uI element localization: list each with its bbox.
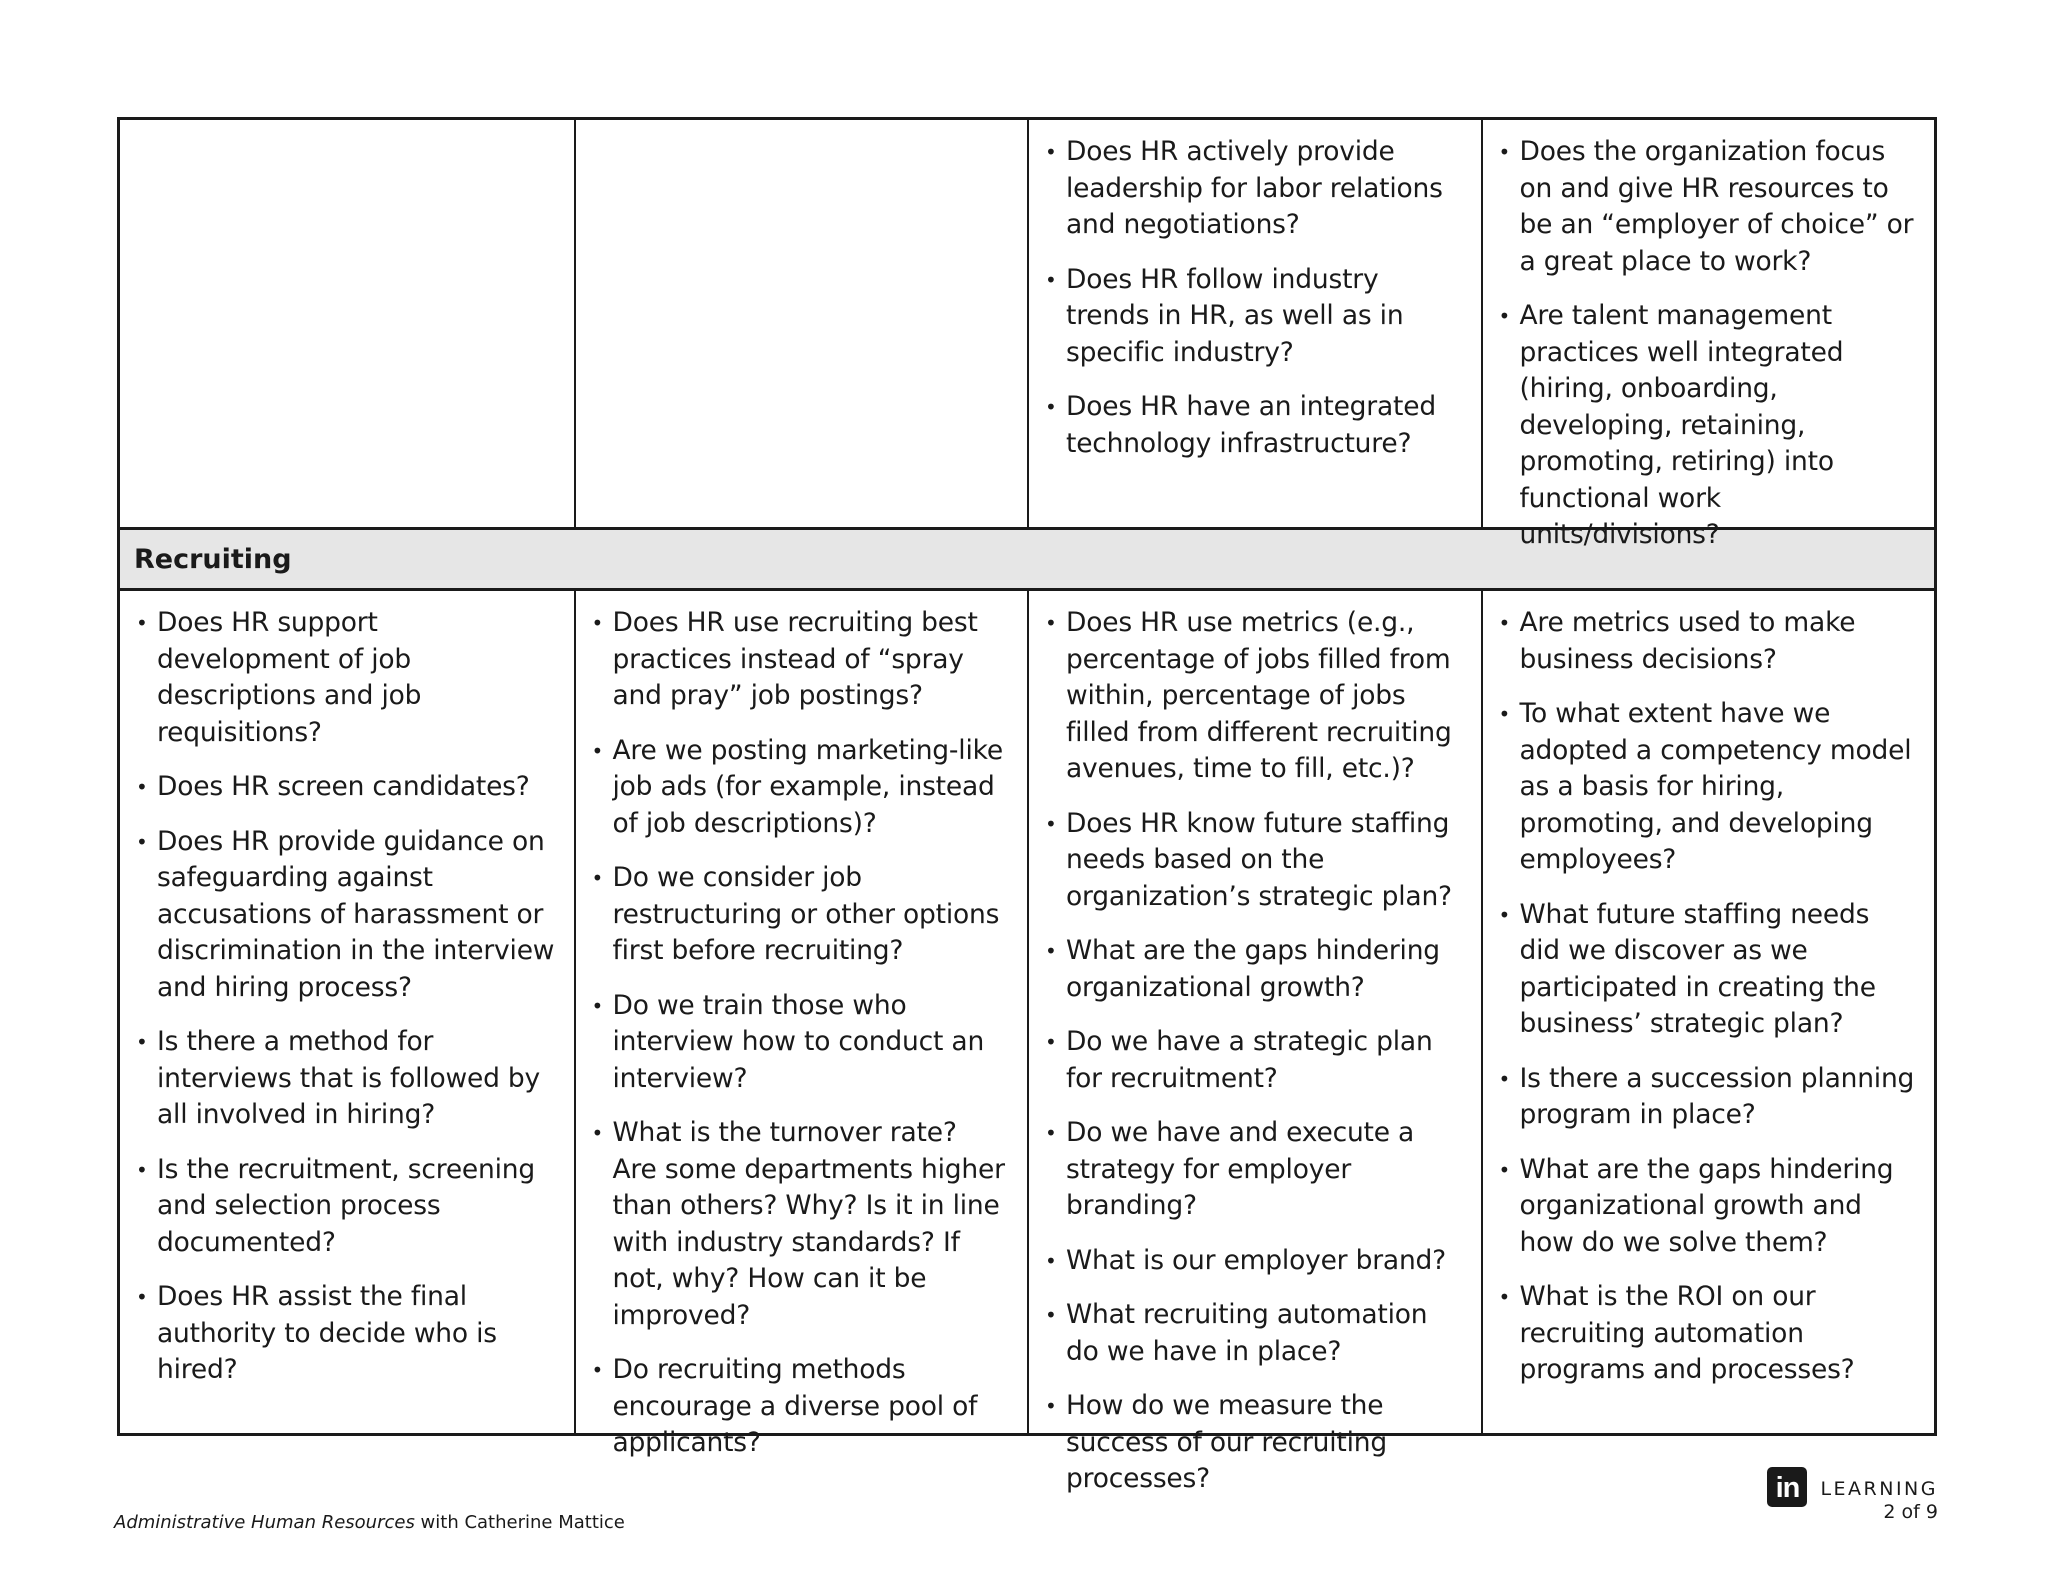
section-title: Recruiting: [134, 543, 292, 575]
table-row-top: [120, 120, 1934, 550]
question-item: • What are the gaps hindering organizational growth?: [1043, 933, 1463, 1006]
question-item: • What is our employer brand?: [1043, 1243, 1463, 1280]
question-item: • Do we have and execute a strategy for employer branding?: [1043, 1115, 1463, 1225]
question-item: • Does HR assist the final authority to decide who is hired?: [134, 1279, 556, 1389]
instructor-credit: with Catherine Mattice: [414, 1512, 625, 1533]
question-item: • What recruiting automation do we have in place?: [1043, 1297, 1463, 1370]
question-item: • Does HR actively provide leadership for labor relations and negotiations?: [1043, 134, 1463, 244]
question-item: • What is the ROI on our recruiting automation programs and processes?: [1497, 1279, 1917, 1389]
top-cell-1: [120, 120, 574, 527]
footer-credit: [114, 1512, 625, 1533]
linkedin-logo-icon: in: [1767, 1467, 1807, 1507]
question-item: • How do we measure the success of our recruiting processes?: [1043, 1388, 1463, 1498]
recruiting-cell-1: [120, 591, 574, 1433]
question-item: • Does HR know future staffing needs based on the organization’s strategic plan?: [1043, 806, 1463, 916]
question-item: • Do we train those who interview how to conduct an interview?: [590, 988, 1010, 1098]
recruiting-cell-2: [574, 591, 1028, 1458]
question-item: • Are metrics used to make business decisions?: [1497, 605, 1917, 678]
question-item: • Is there a succession planning program in place?: [1497, 1061, 1917, 1134]
question-item: • Are talent management practices well integrated (hiring, onboarding, developing, retaining, promoting, retiring) into functional work units/divisions?: [1497, 298, 1917, 554]
question-item: • Does HR support development of job descriptions and job requisitions?: [134, 605, 556, 751]
question-item: • What are the gaps hindering organizational growth and how do we solve them?: [1497, 1152, 1917, 1262]
question-item: • Does HR provide guidance on safeguarding against accusations of harassment or discrimination in the interview and hiring process?: [134, 824, 556, 1007]
question-item: • Do we consider job restructuring or other options first before recruiting?: [590, 860, 1010, 970]
linkedin-learning-brand: [1767, 1467, 1938, 1524]
question-item: • Does HR use metrics (e.g., percentage of jobs filled from within, percentage of jobs filled from different recruiting avenues, time to fill, etc.)?: [1043, 605, 1463, 788]
question-item: • Does HR have an integrated technology infrastructure?: [1043, 389, 1463, 462]
question-item: • Does HR screen candidates?: [134, 769, 556, 806]
recruiting-cell-4: [1481, 591, 1935, 1433]
question-item: • Are we posting marketing-like job ads (for example, instead of job descriptions)?: [590, 733, 1010, 843]
brand-text: [1820, 1467, 1938, 1524]
question-item: • What is the turnover rate? Are some departments higher than others? Why? Is it in line with industry standards? If not, why? How can it be improved?: [590, 1115, 1010, 1334]
question-item: • What future staffing needs did we discover as we participated in creating the business’ strategic plan?: [1497, 897, 1917, 1043]
page-indicator: 2 of 9: [1883, 1501, 1938, 1523]
top-cell-4: [1481, 120, 1935, 550]
course-title: Administrative Human Resources: [114, 1512, 415, 1533]
question-item: • Do recruiting methods encourage a diverse pool of applicants?: [590, 1352, 1010, 1462]
top-cell-3: [1027, 120, 1481, 527]
question-item: • To what extent have we adopted a competency model as a basis for hiring, promoting, and developing employees?: [1497, 696, 1917, 879]
brand-word: LEARNING: [1820, 1478, 1938, 1500]
question-item: • Does HR follow industry trends in HR, as well as in specific industry?: [1043, 262, 1463, 372]
question-item: • Is the recruitment, screening and selection process documented?: [134, 1152, 556, 1262]
recruiting-cell-3: [1027, 591, 1481, 1494]
top-cell-2: [574, 120, 1028, 527]
question-item: • Is there a method for interviews that is followed by all involved in hiring?: [134, 1024, 556, 1134]
question-item: • Do we have a strategic plan for recruitment?: [1043, 1024, 1463, 1097]
question-item: • Does HR use recruiting best practices instead of “spray and pray” job postings?: [590, 605, 1010, 715]
question-item: • Does the organization focus on and give HR resources to be an “employer of choice” or a great place to work?: [1497, 134, 1917, 280]
